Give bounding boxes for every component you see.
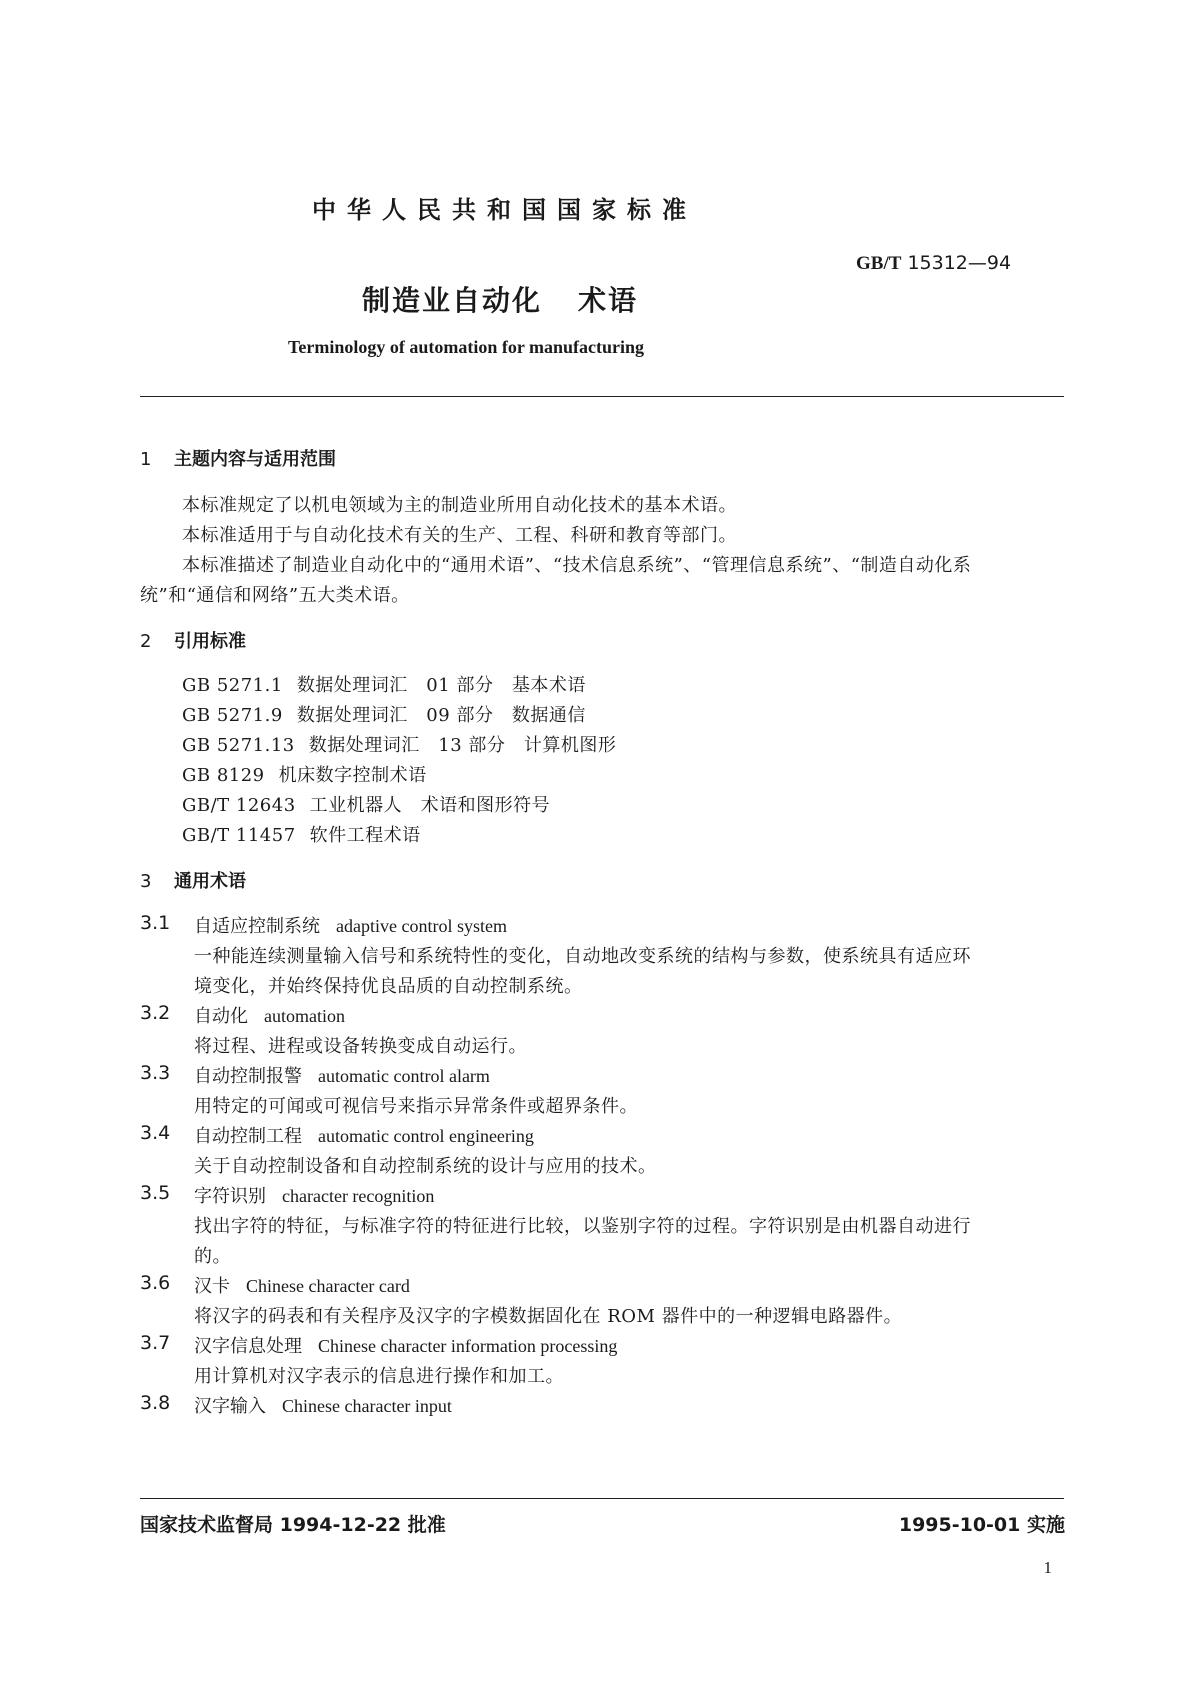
term-heading bbox=[194, 1122, 534, 1148]
reference-title: 机床数字控制术语 bbox=[278, 765, 427, 786]
term-en: Chinese character card bbox=[246, 1276, 410, 1296]
term-zh: 自适应控制系统 bbox=[194, 916, 320, 937]
term-heading bbox=[194, 1272, 410, 1298]
reference-item bbox=[182, 791, 550, 817]
term-definition: 将汉字的码表和有关程序及汉字的字模数据固化在 ROM 器件中的一种逻辑电路器件。 bbox=[194, 1306, 903, 1327]
term-zh: 自动控制工程 bbox=[194, 1126, 302, 1147]
reference-code: GB 8129 bbox=[182, 765, 265, 786]
reference-title: 软件工程术语 bbox=[309, 825, 421, 846]
org-title: 中华人民共和国国家标准 bbox=[312, 196, 697, 224]
term-number: 3.7 bbox=[140, 1332, 171, 1354]
term-en: adaptive control system bbox=[336, 916, 507, 936]
reference-code: GB 5271.9 bbox=[182, 705, 283, 726]
term-number: 3.4 bbox=[140, 1122, 171, 1144]
effective-date: 1995-10-01 实施 bbox=[898, 1514, 1065, 1536]
reference-item bbox=[182, 701, 586, 727]
section-number: 3 bbox=[140, 871, 152, 892]
term-heading bbox=[194, 1182, 434, 1208]
term-definition: 关于自动控制设备和自动控制系统的设计与应用的技术。 bbox=[194, 1156, 657, 1177]
reference-title: 数据处理词汇 01 部分 基本术语 bbox=[296, 675, 586, 696]
reference-item bbox=[182, 821, 421, 847]
term-definition: 将过程、进程或设备转换变成自动运行。 bbox=[194, 1036, 527, 1057]
term-zh: 汉字信息处理 bbox=[194, 1336, 302, 1357]
section-title: 主题内容与适用范围 bbox=[174, 449, 336, 470]
term-heading bbox=[194, 1002, 345, 1028]
header-divider bbox=[140, 396, 1064, 397]
standard-code bbox=[856, 252, 1011, 275]
term-definition: 的。 bbox=[194, 1246, 231, 1267]
term-definition: 一种能连续测量输入信号和系统特性的变化，自动地改变系统的结构与参数，使系统具有适应环 bbox=[194, 946, 971, 967]
term-zh: 汉卡 bbox=[194, 1276, 230, 1297]
term-zh: 汉字输入 bbox=[194, 1396, 266, 1417]
term-number: 3.6 bbox=[140, 1272, 171, 1294]
document-title bbox=[362, 279, 638, 319]
term-definition: 用计算机对汉字表示的信息进行操作和加工。 bbox=[194, 1366, 564, 1387]
standard-code-prefix: GB/T bbox=[856, 253, 902, 274]
reference-title: 数据处理词汇 09 部分 数据通信 bbox=[296, 705, 586, 726]
footer-divider bbox=[140, 1498, 1064, 1499]
term-heading bbox=[194, 1392, 452, 1418]
term-number: 3.2 bbox=[140, 1002, 171, 1024]
term-en: automatic control alarm bbox=[318, 1066, 490, 1086]
term-number: 3.1 bbox=[140, 912, 171, 934]
term-en: Chinese character input bbox=[282, 1396, 452, 1416]
term-zh: 自动控制报警 bbox=[194, 1066, 302, 1087]
approval-date: 国家技术监督局 1994-12-22 批准 bbox=[140, 1514, 446, 1536]
reference-code: GB 5271.13 bbox=[182, 735, 295, 756]
section-title: 引用标准 bbox=[174, 631, 246, 652]
reference-title: 工业机器人 术语和图形符号 bbox=[309, 795, 551, 816]
reference-code: GB/T 12643 bbox=[182, 795, 296, 816]
paragraph-continuation: 统”和“通信和网络”五大类术语。 bbox=[140, 585, 410, 606]
term-number: 3.3 bbox=[140, 1062, 171, 1084]
section-number: 2 bbox=[140, 631, 152, 652]
reference-item bbox=[182, 731, 616, 757]
reference-item bbox=[182, 671, 586, 697]
term-zh: 字符识别 bbox=[194, 1186, 266, 1207]
english-title: Terminology of automation for manufacturing bbox=[288, 337, 645, 357]
section-1-heading bbox=[140, 445, 336, 471]
term-en: Chinese character information processing bbox=[318, 1336, 618, 1356]
document-title-part-2: 术语 bbox=[578, 284, 639, 317]
reference-title: 数据处理词汇 13 部分 计算机图形 bbox=[308, 735, 617, 756]
term-definition: 找出字符的特征，与标准字符的特征进行比较，以鉴别字符的过程。字符识别是由机器自动进行 bbox=[194, 1216, 971, 1237]
term-en: automatic control engineering bbox=[318, 1126, 534, 1146]
paragraph: 本标准规定了以机电领域为主的制造业所用自动化技术的基本术语。 bbox=[182, 495, 737, 516]
term-definition: 境变化，并始终保持优良品质的自动控制系统。 bbox=[194, 976, 583, 997]
term-heading bbox=[194, 1332, 617, 1358]
paragraph: 本标准适用于与自动化技术有关的生产、工程、科研和教育等部门。 bbox=[182, 525, 737, 546]
term-number: 3.5 bbox=[140, 1182, 171, 1204]
section-title: 通用术语 bbox=[174, 871, 246, 892]
term-heading bbox=[194, 912, 507, 938]
section-3-heading bbox=[140, 867, 246, 893]
term-zh: 自动化 bbox=[194, 1006, 248, 1027]
term-en: automation bbox=[264, 1006, 345, 1026]
term-en: character recognition bbox=[282, 1186, 435, 1206]
reference-code: GB 5271.1 bbox=[182, 675, 283, 696]
term-number: 3.8 bbox=[140, 1392, 171, 1414]
standard-code-number: 15312—94 bbox=[907, 252, 1012, 274]
reference-item bbox=[182, 761, 427, 787]
section-number: 1 bbox=[140, 449, 152, 470]
section-2-heading bbox=[140, 627, 246, 653]
term-heading bbox=[194, 1062, 490, 1088]
document-title-part-1: 制造业自动化 bbox=[362, 284, 543, 317]
reference-code: GB/T 11457 bbox=[182, 825, 296, 846]
page-number: 1 bbox=[1043, 1558, 1052, 1577]
term-definition: 用特定的可闻或可视信号来指示异常条件或超界条件。 bbox=[194, 1096, 638, 1117]
paragraph: 本标准描述了制造业自动化中的“通用术语”、“技术信息系统”、“管理信息系统”、“制造自动化系 bbox=[182, 555, 972, 576]
